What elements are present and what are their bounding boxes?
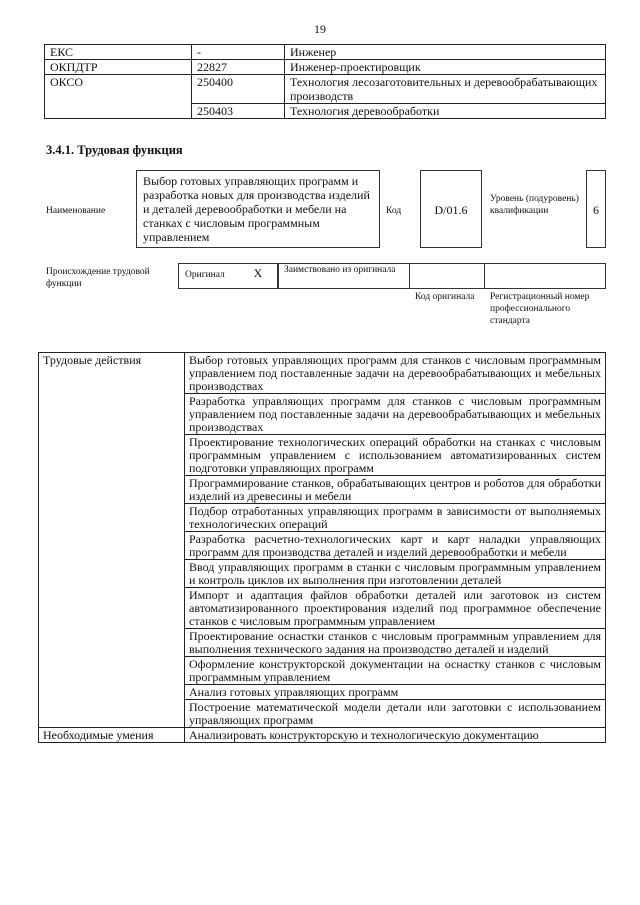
classification-table <box>44 44 606 119</box>
classifier-name: ЕКС <box>45 45 192 60</box>
reg-caption: Регистрационный номер профессионального стандарта <box>490 292 590 326</box>
table-row <box>45 60 606 75</box>
classifier-title: Инженер-проектировщик <box>285 60 606 75</box>
name-label: Наименование <box>46 206 106 216</box>
skill-item: Анализировать конструкторскую и технологическую документацию <box>185 728 606 743</box>
table-row <box>39 353 606 394</box>
page-number: 19 <box>314 22 326 36</box>
original-code-cell <box>409 263 485 289</box>
classifier-code: - <box>192 45 285 60</box>
level-label: Уровень (подуровень) квалификации <box>490 194 579 216</box>
classifier-title: Технология лесозаготовительных и деревообрабатывающих производств <box>285 75 606 104</box>
labor-actions-table <box>38 352 606 743</box>
classifier-name: ОКСО <box>45 75 192 119</box>
duty-item: Проектирование оснастки станков с числовым программным управлением для выполнения технического задания на производство деталей и изделий <box>185 629 606 657</box>
reg-number-cell <box>484 263 606 289</box>
code-label: Код <box>386 206 402 216</box>
skills-label: Необходимые умения <box>39 728 185 743</box>
function-name-box: Выбор готовых управляющих программ и разработка новых для производства изделий и деталей деревообработки и мебели на станках с числовым программным управлением <box>136 170 380 248</box>
code-caption: Код оригинала <box>415 292 475 302</box>
duty-item: Оформление конструкторской документации на оснастку станков с числовым программным управлением <box>185 657 606 685</box>
origin-row <box>178 263 606 289</box>
section-title: 3.4.1. Трудовая функция <box>46 143 183 157</box>
function-code-box: D/01.6 <box>420 170 482 248</box>
duty-item: Построение математической модели детали или заготовки с использованием управляющих программ <box>185 700 606 728</box>
classifier-code: 250400 <box>192 75 285 104</box>
duty-item: Программирование станков, обрабатывающих центров и роботов для обработки изделий из древесины и мебели <box>185 476 606 504</box>
classifier-code: 250403 <box>192 104 285 119</box>
duty-item: Разработка управляющих программ для станков с числовым программным управлением под поставленные задачи на деревообрабатывающих и мебельных производствах <box>185 394 606 435</box>
origin-label: Происхождение трудовой функции <box>46 267 150 289</box>
classifier-title: Технология деревообработки <box>285 104 606 119</box>
table-row <box>45 75 606 104</box>
classifier-name: ОКПДТР <box>45 60 192 75</box>
table-row <box>39 728 606 743</box>
duty-item: Анализ готовых управляющих программ <box>185 685 606 700</box>
duty-item: Импорт и адаптация файлов обработки деталей или заготовок из систем автоматизированного проектирования изделий под программное обеспечение станков с числовым программным управлением <box>185 588 606 629</box>
duties-label: Трудовые действия <box>39 353 185 728</box>
classifier-title: Инженер <box>285 45 606 60</box>
duty-item: Ввод управляющих программ в станки с числовым программным управлением и контроль циклов их выполнения при изготовлении деталей <box>185 560 606 588</box>
original-label: Оригинал <box>185 270 225 280</box>
borrowed-label: Заимствовано из оригинала <box>278 263 410 289</box>
duty-item: Выбор готовых управляющих программ для станков с числовым программным управлением под поставленные задачи на деревообрабатывающих и мебельных производствах <box>185 353 606 394</box>
level-value-box: 6 <box>586 170 606 248</box>
duty-item: Подбор отработанных управляющих программ в зависимости от выполняемых технологических операций <box>185 504 606 532</box>
duty-item: Разработка расчетно-технологических карт и карт наладки управляющих программ для производства деталей и изделий деревообработки и мебели <box>185 532 606 560</box>
original-mark: X <box>253 266 263 280</box>
table-row <box>45 45 606 60</box>
duty-item: Проектирование технологических операций обработки на станках с числовым программным управлением с использованием автоматизированных систем подготовки управляющих программ <box>185 435 606 476</box>
classifier-code: 22827 <box>192 60 285 75</box>
